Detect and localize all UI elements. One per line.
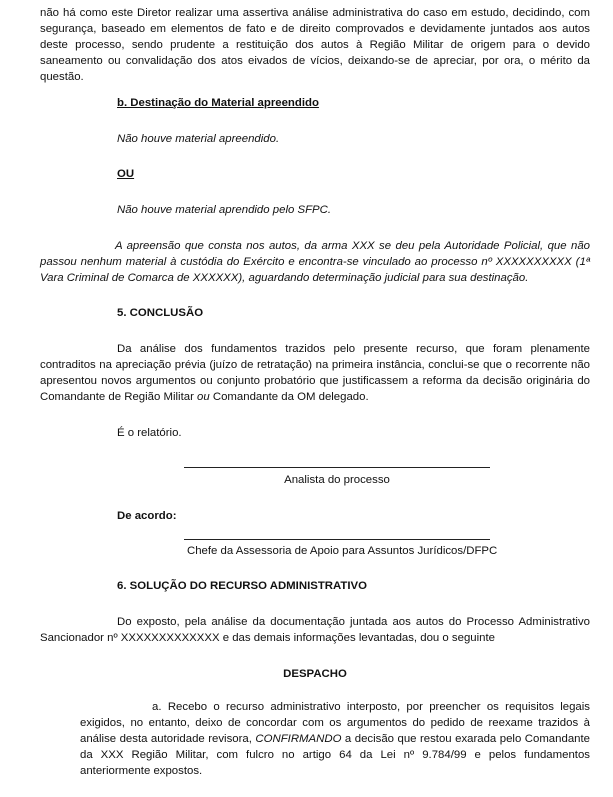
section-b-option3: A apreensão que consta nos autos, da arma XXX se deu pela Autoridade Policial, que não passou nenhum material à custódia do Exército e encontra-se vinculado ao processo nº XXXXXXXXXX (1ª Vara Criminal de Comarca de XXXXXX), aguardando determinação judicial para sua destinação. <box>40 240 590 284</box>
section5-text-ou: ou <box>197 391 210 403</box>
de-acordo-label: De acordo: <box>117 510 177 522</box>
item-a-confirmando: CONFIRMANDO <box>255 733 342 745</box>
section-b-heading: b. Destinação do Material apreendido <box>117 97 319 109</box>
chefe-caption: Chefe da Assessoria de Apoio para Assuntos Jurídicos/DFPC <box>187 545 498 557</box>
section6-heading: 6. SOLUÇÃO DO RECURSO ADMINISTRATIVO <box>117 580 367 592</box>
section-b-or: OU <box>117 168 135 180</box>
section5-heading: 5. CONCLUSÃO <box>117 307 204 319</box>
section-b-option2: Não houve material aprendido pelo SFPC. <box>117 204 332 216</box>
item-a-part1: a. Recebo o recurso administrativo interposto, por preencher os requisitos legais exigidos, no entanto, deixo de concordar com os argumentos do pedido de reexame trazidos à análise desta autoridade revisora, <box>80 701 590 745</box>
signature-line-chefe <box>184 539 490 540</box>
despacho-heading: DESPACHO <box>283 668 347 680</box>
section5-text-part2: Comandante da OM delegado. <box>209 391 369 403</box>
intro-paragraph: não há como este Diretor realizar uma assertiva análise administrativa do caso em estudo, decidindo, com segurança, baseado em elementos de fato e de direito comprovados e devidamente juntados aos autos deste processo, sendo prudente a restituição dos autos à Região Militar de origem para o devido saneamento ou convalidação dos atos eivados de vícios, deixando-se de apreciar, por ora, o mérito da questão. <box>40 7 590 83</box>
despacho-item-a <box>80 699 590 779</box>
relatorio-text: É o relatório. <box>117 427 182 439</box>
section6-paragraph: Do exposto, pela análise da documentação juntada aos autos do Processo Administrativo Sancionador nº XXXXXXXXXXXXX e das demais informações levantadas, dou o seguinte <box>40 616 590 644</box>
section-b-option1: Não houve material apreendido. <box>117 133 280 145</box>
signature-line-analista <box>184 467 490 468</box>
analista-caption: Analista do processo <box>284 474 390 486</box>
section5-paragraph <box>40 341 590 405</box>
item-a-part2: a decisão que restou exarada pelo Comandante da XXX Região Militar, com fulcro no artigo 64 da Lei nº 9.784/99 e pelos fundamentos anteriormente expostos. <box>80 733 590 777</box>
section5-text-part1: Da análise dos fundamentos trazidos pelo presente recurso, que foram plenamente contraditos na apreciação prévia (juízo de retratação) na primeira instância, conclui-se que o recorrente não apresentou novos argumentos ou conjunto probatório que justificassem a reforma da decisão originária do Comandante de Região Militar <box>40 343 590 403</box>
